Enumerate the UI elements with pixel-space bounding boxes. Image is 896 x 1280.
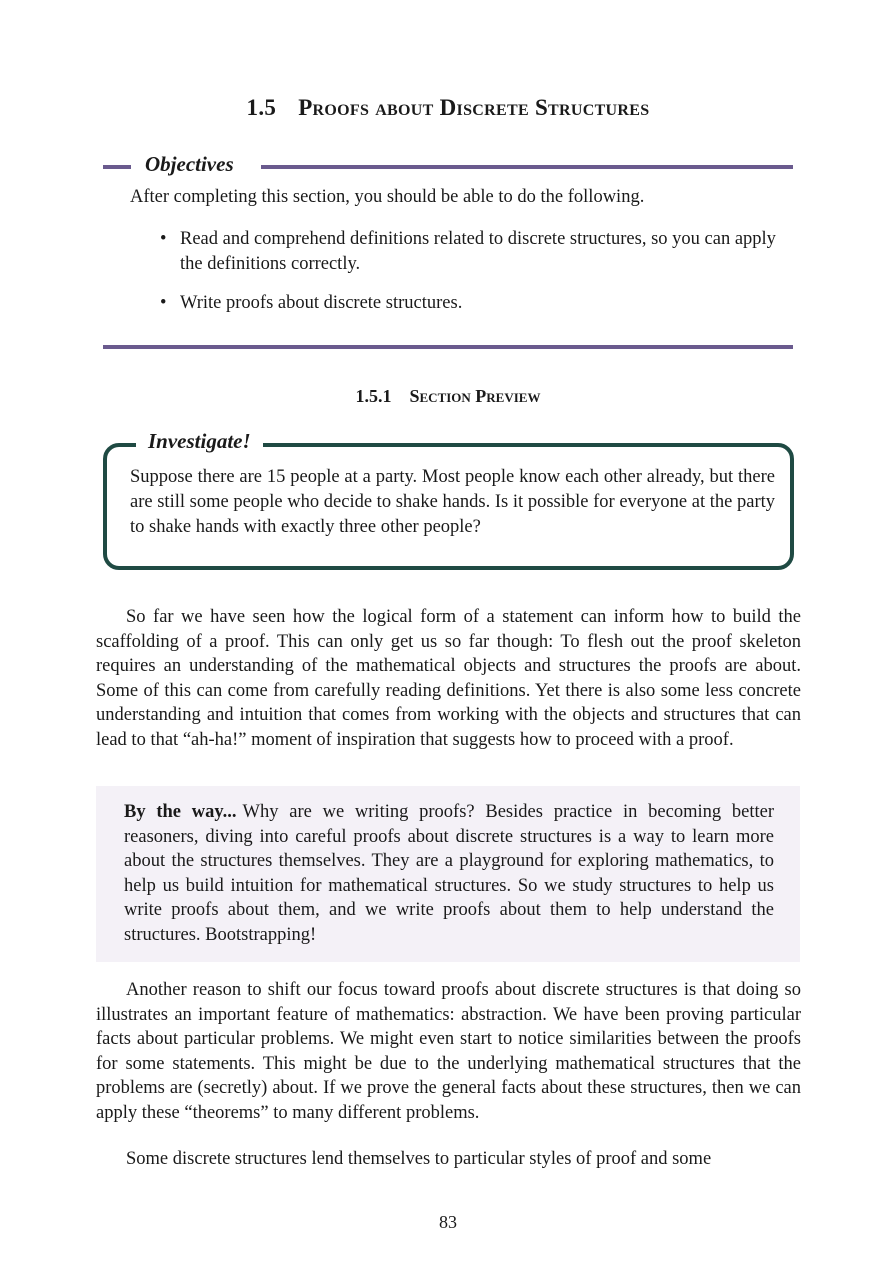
bullet-icon: •	[160, 293, 167, 313]
body-paragraph: Another reason to shift our focus toward proofs about discrete structures is that doing so illustrates an important feature of mathematics: abstraction. We have been proving particular facts about particular problems. We might even start to notice similarities between the proofs for some statements. This might be due to the underlying mathematical structures that the problems are (secretly) about. If we prove the general facts about these structures, then we can apply these “theorems” to many different problems.	[96, 980, 801, 1123]
by-the-way-text	[124, 800, 774, 947]
subsection-heading	[0, 386, 896, 407]
objectives-item-text: Read and comprehend definitions related to discrete structures, so you can apply the definitions correctly.	[180, 229, 776, 274]
objectives-header	[103, 152, 793, 182]
by-the-way-lead: By the way...	[124, 802, 237, 822]
section-number: 1.5	[246, 95, 277, 120]
objectives-rule-left	[103, 165, 131, 169]
objectives-item	[160, 291, 780, 316]
objectives-label: Objectives	[145, 152, 234, 176]
section-title: Proofs about Discrete Structures	[298, 95, 650, 120]
objectives-intro: After completing this section, you should be able to do the following.	[130, 187, 645, 207]
body-paragraph: So far we have seen how the logical form of a statement can inform how to build the scaffolding of a proof. This can only get us so far though: To flesh out the proof skeleton requires an understanding of the mathematical objects and structures the proofs are about. Some of this can come from carefully reading definitions. Yet there is also some less concrete understanding and intuition that comes from working with the objects and structures that can lead to that “ah-ha!” moment of inspiration that suggests how to proceed with a proof.	[96, 607, 801, 750]
investigate-text: Suppose there are 15 people at a party. Most people know each other already, but there are still some people who decide to shake hands. Is it possible for everyone at the party to shake hands with exactly three other people?	[130, 467, 775, 537]
bullet-icon: •	[160, 229, 167, 249]
objectives-rule-right	[261, 165, 793, 169]
by-the-way-body: Why are we writing proofs? Besides practice in becoming better reasoners, diving into careful proofs about discrete structures is a way to learn more about the structures themselves. They are a playground for exploring mathematics, to help us build intuition for mathematical structures. So we study structures to help us write proofs about them, and we write proofs about them to help understand the structures. Bootstrapping!	[124, 802, 774, 945]
subsection-title: Section Preview	[409, 386, 541, 406]
body-paragraph: Some discrete structures lend themselves to particular styles of proof and some	[126, 1149, 712, 1169]
objectives-item	[160, 227, 780, 277]
objectives-bottom-rule	[103, 345, 793, 349]
objectives-list	[160, 227, 780, 330]
investigate-label: Investigate!	[136, 429, 263, 454]
page-number: 83	[439, 1212, 457, 1232]
subsection-number: 1.5.1	[355, 386, 392, 406]
objectives-item-text: Write proofs about discrete structures.	[180, 293, 463, 313]
section-heading	[0, 95, 896, 121]
